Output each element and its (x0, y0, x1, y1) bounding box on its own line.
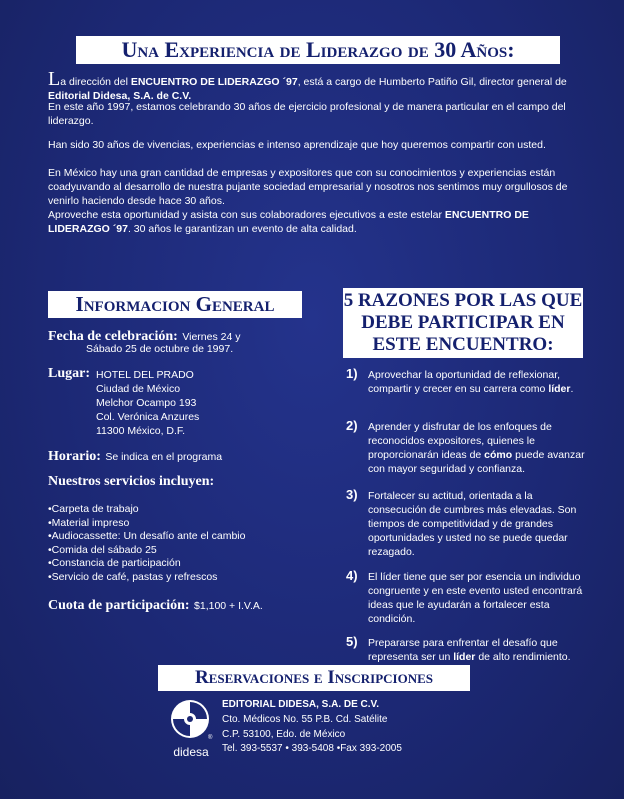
reason-number-5: 5) (346, 634, 358, 649)
reason-number-2: 2) (346, 418, 358, 433)
intro-paragraph-4: En México hay una gran cantidad de empresas y expositores que con su conocimientos y experiencias están coadyuvando al desarrollo de nuestra pujante sociedad empresarial y nosotros nos sentimos muy orgullosos de venirlo haciendo desde hace 30 años. (48, 167, 568, 207)
fecha-value-2: Sábado 25 de octubre de 1997. (86, 343, 234, 355)
horario-row: Horario: Se indica en el programa (48, 449, 223, 464)
list-item: •Comida del sábado 25 (48, 543, 157, 556)
reason-2: Aprender y disfrutar de los enfoques de reconocidos expositores, quienes le proporcionarán ideas de cómo puede avanzar con mayor seguridad y confianza. (368, 421, 585, 475)
list-item: •Material impreso (48, 516, 130, 529)
list-item: •Audiocassette: Un desafío ante el cambio (48, 530, 246, 542)
logo-wordmark: didesa (173, 745, 209, 759)
list-item: •Servicio de café, pastas y refrescos (48, 570, 218, 583)
intro-paragraph-2: En este año 1997, estamos celebrando 30 años de ejercicio profesional y de manera particular en el campo del liderazgo. (48, 101, 566, 127)
intro-paragraph-5: Aproveche esta oportunidad y asista con sus colaboradores ejecutivos a este estelar ENCUENTRO DE LIDERAZGO ´97. 30 años le garantizan un evento de alta calidad. (48, 209, 529, 235)
list-item: •Carpeta de trabajo (48, 503, 139, 515)
list-item: •Constancia de participación (48, 557, 181, 569)
reason-number-1: 1) (346, 366, 358, 381)
reason-number-3: 3) (346, 487, 358, 502)
lugar-label: Lugar: (48, 366, 90, 381)
razones-title: 5 RAZONES POR LAS QUE DEBE PARTICIPAR EN ESTE ENCUENTRO: (343, 290, 583, 355)
razones-title-banner (343, 288, 583, 358)
reason-3: Fortalecer su actitud, orientada a la consecución de cumbres más elevadas. Son tiempos de competitividad y de grandes oportunidades y usted no se puede quedar rezagado. (368, 490, 577, 558)
reservaciones-title: Reservaciones e Inscripciones (195, 667, 433, 688)
info-title-banner (48, 291, 302, 318)
main-title: Una Experiencia de Liderazgo de 30 Años: (121, 37, 515, 62)
lugar-address: HOTEL DEL PRADO Ciudad de México Melchor Ocampo 193 Col. Verónica Anzures 11300 México, D.F. (96, 369, 200, 437)
publisher-name: EDITORIAL DIDESA, S.A. DE C.V. (222, 699, 380, 710)
publisher-address-1: Cto. Médicos No. 55 P.B. Cd. Satélite (222, 714, 388, 725)
intro-paragraph-3: Han sido 30 años de vivencias, experiencias e intenso aprendizaje que hoy queremos compartir con usted. (48, 139, 546, 151)
reason-1: Aprovechar la oportunidad de reflexionar, compartir y crecer en su carrera como líder. (368, 369, 574, 395)
fecha-row: Fecha de celebración: Viernes 24 y (48, 329, 241, 344)
main-title-banner (76, 36, 560, 64)
reason-number-4: 4) (346, 568, 358, 583)
intro-paragraph-1: La dirección del ENCUENTRO DE LIDERAZGO ´97, está a cargo de Humberto Patiño Gil, director general de Editorial Didesa, S.A. de C.V. (48, 68, 567, 102)
reason-5: Prepararse para enfrentar el desafío que representa ser un líder de alto rendimiento. (368, 637, 571, 663)
reservaciones-title-banner (158, 665, 470, 691)
didesa-logo-icon (166, 697, 216, 741)
publisher-address-2: C.P. 53100, Edo. de México (222, 729, 346, 740)
svg-text:®: ® (208, 735, 213, 741)
info-title: Informacion General (75, 292, 275, 316)
servicios-label: Nuestros servicios incluyen: (48, 474, 215, 489)
didesa-logo (166, 697, 216, 759)
publisher-phone: Tel. 393-5537 • 393-5408 •Fax 393-2005 (222, 743, 402, 754)
reason-4: El líder tiene que ser por esencia un individuo congruente y en este evento usted encontrará ideas que le ayudarán a fortalecer esta condición. (368, 571, 583, 625)
servicios-list (48, 503, 245, 584)
cuota-row: Cuota de participación: $1,100 + I.V.A. (48, 598, 263, 613)
